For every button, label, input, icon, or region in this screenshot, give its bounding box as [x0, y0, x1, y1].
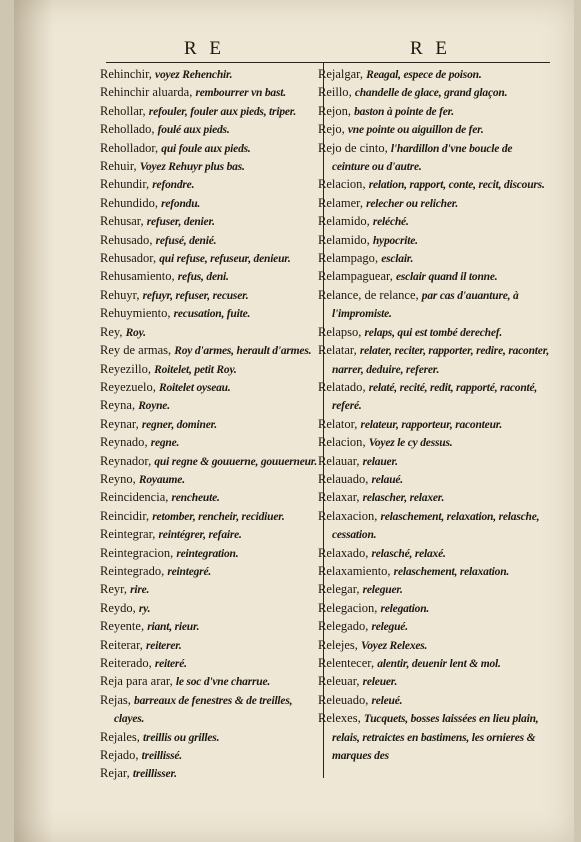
dictionary-entry [100, 232, 318, 250]
entry-definition: relaué. [371, 473, 403, 486]
entry-headword: Relexes [318, 711, 358, 726]
entry-headword: Reja para arar [100, 674, 170, 689]
entry-separator: , [119, 324, 126, 339]
entry-definition: reintégrer, refaire. [158, 529, 242, 542]
entry-headword: Relaxar [318, 490, 357, 505]
entry-headword: Relampago [318, 251, 375, 266]
entry-headword: Relaxacion [318, 508, 375, 523]
entry-separator: , [189, 85, 196, 100]
entry-separator: , [348, 85, 355, 100]
dictionary-entry [100, 673, 318, 691]
entry-headword: Rehundir [100, 177, 147, 192]
entry-definition: refuyr, refuser, recuser. [142, 289, 249, 302]
entry-headword: Rehinchir aluarda [100, 85, 190, 100]
entry-separator: , [155, 140, 162, 155]
entry-headword: Relentecer [318, 656, 371, 670]
entry-definition: refusé, denié. [155, 234, 217, 247]
entry-separator: , [347, 103, 355, 118]
entry-headword: Relator [318, 416, 355, 431]
entry-definition: ry. [138, 602, 151, 615]
entry-headword: Reiterado [100, 656, 149, 670]
dictionary-entry [318, 434, 550, 452]
dictionary-entry [100, 637, 318, 655]
dictionary-entry [100, 121, 318, 139]
entry-headword: Relapso [318, 324, 359, 339]
entry-headword: Relance, de relance [318, 287, 416, 302]
entry-separator: , [170, 545, 177, 560]
entry-separator: , [152, 379, 160, 394]
entry-definition: relation, rapport, conte, recit, discours. [368, 179, 545, 192]
entry-definition: reintegration. [176, 547, 239, 560]
dictionary-entry [318, 324, 550, 342]
entry-headword: Reyezuelo [100, 379, 153, 394]
header-right-letters: R E [410, 38, 452, 59]
dictionary-entry [100, 765, 318, 783]
entry-separator: , [132, 471, 139, 486]
dictionary-entry [318, 489, 550, 507]
entry-separator: , [169, 674, 176, 689]
header-rule [106, 62, 550, 63]
entry-headword: Relauar [318, 453, 357, 468]
entry-headword: Reyna [100, 398, 132, 413]
entry-headword: Relaxado [318, 545, 366, 560]
entry-separator: , [139, 637, 147, 652]
entry-definition: alentir, deuenir lent & mol. [377, 658, 501, 670]
dictionary-entry [100, 342, 318, 360]
entry-headword: Rey de armas [100, 343, 169, 358]
entry-headword: Relamido [318, 232, 367, 247]
entry-headword: Relampaguear [318, 269, 390, 284]
entry-definition: voyez Rehenchir. [155, 69, 233, 81]
entry-definition: releguer. [362, 584, 403, 597]
entry-definition: relaté, recité, redit, rapporté, raconté, referé. [332, 381, 538, 413]
entry-headword: Rehuir [100, 159, 134, 174]
entry-separator: , [148, 656, 155, 670]
dictionary-entry [100, 361, 318, 379]
entry-headword: Relamer [318, 195, 360, 210]
entry-separator: , [359, 67, 367, 81]
entry-definition: regner, dominer. [141, 418, 217, 431]
entry-headword: Rejas [100, 692, 128, 707]
dictionary-entry [100, 692, 318, 729]
entry-separator: , [135, 416, 142, 431]
entry-separator: , [152, 527, 159, 542]
dictionary-entry [100, 195, 318, 213]
entry-headword: Relegacion [318, 600, 375, 615]
entry-definition: barreaux de fenestres & de treilles, clayes. [114, 694, 293, 726]
entry-separator: , [365, 545, 372, 560]
entry-separator: , [152, 251, 160, 266]
entry-headword: Reyezillo [100, 361, 148, 376]
entry-separator: , [362, 435, 369, 450]
entry-definition: treillisser. [132, 768, 177, 781]
entry-headword: Releuado [318, 692, 366, 707]
entry-separator: , [389, 269, 396, 284]
dictionary-entry [318, 508, 550, 545]
entry-definition: baston à pointe de fer. [354, 105, 454, 118]
dictionary-entry [100, 581, 318, 599]
entry-definition: Tucquets, bosses laissées en lieu plain, relais, retraictes en bastimens, les ornieres & marques des [332, 713, 539, 763]
dictionary-entry [100, 747, 318, 765]
entry-separator: , [362, 177, 369, 192]
entry-headword: Relejes [318, 637, 355, 652]
dictionary-entry [100, 618, 318, 636]
entry-definition: qui regne & gouuerne, gouuerneur. [154, 455, 318, 468]
entry-separator: , [387, 563, 394, 578]
entry-definition: Reagal, espece de poison. [366, 69, 482, 81]
entry-separator: , [127, 692, 135, 707]
entry-definition: vne pointe ou aiguillon de fer. [347, 124, 484, 137]
entry-headword: Rehollar [100, 103, 143, 118]
dictionary-entry [100, 176, 318, 194]
entry-separator: , [136, 729, 144, 744]
entry-headword: Reintegracion [100, 545, 171, 560]
dictionary-entry [318, 379, 550, 416]
entry-headword: Rehollado [100, 122, 152, 137]
entry-headword: Reyr [100, 582, 124, 597]
dictionary-entry [100, 416, 318, 434]
entry-headword: Reyente [100, 619, 141, 634]
dictionary-entry [100, 489, 318, 507]
dictionary-entry [100, 655, 318, 673]
dictionary-entry [318, 66, 550, 84]
entry-separator: , [357, 711, 364, 726]
dictionary-entry [100, 66, 318, 84]
entry-separator: , [366, 232, 373, 247]
dictionary-entry [318, 195, 550, 213]
entry-headword: Rehinchir [100, 67, 149, 81]
entry-headword: Relatado [318, 379, 363, 394]
dictionary-entry [100, 305, 318, 323]
entry-definition: refuser, denier. [146, 216, 215, 229]
entry-separator: , [353, 343, 360, 358]
dictionary-entry [318, 545, 550, 563]
dictionary-entry [318, 581, 550, 599]
entry-definition: rire. [130, 584, 150, 597]
entry-definition: retomber, rencheir, recidiuer. [152, 510, 285, 523]
dictionary-entry [100, 250, 318, 268]
entry-definition: reiterer. [146, 639, 182, 652]
entry-definition: l'hardillon d'vne boucle de ceinture ou d'autre. [332, 142, 513, 174]
dictionary-entry [318, 637, 550, 655]
entry-headword: Reiterar [100, 637, 140, 652]
dictionary-entry [100, 140, 318, 158]
entry-separator: , [359, 195, 367, 210]
dictionary-entry [318, 655, 550, 673]
entry-separator: , [356, 582, 363, 597]
entry-separator: , [354, 637, 362, 652]
entry-definition: hypocrite. [372, 234, 418, 247]
entry-separator: , [171, 269, 178, 284]
entry-separator: , [151, 122, 158, 137]
entry-headword: Rejo [318, 122, 342, 137]
entry-separator: , [140, 619, 148, 634]
entry-separator: , [415, 287, 422, 302]
entry-definition: relaschement, relaxation. [393, 565, 510, 578]
dictionary-entry [100, 508, 318, 526]
entry-definition: par cas d'auanture, à l'impromiste. [332, 289, 519, 321]
entry-definition: Royaume. [138, 473, 185, 486]
dictionary-entry [100, 324, 318, 342]
entry-definition: foulé aux pieds. [157, 124, 230, 137]
dictionary-entry [318, 673, 550, 691]
dictionary-entry [318, 140, 550, 177]
dictionary-entry [100, 563, 318, 581]
entry-definition: Voyez Rehuyr plus bas. [139, 161, 245, 174]
dictionary-entry [318, 250, 550, 268]
entry-headword: Rejado [100, 748, 136, 763]
entry-separator: , [146, 177, 153, 192]
entry-separator: , [148, 67, 156, 81]
entry-definition: Roy. [125, 326, 146, 339]
entry-definition: Voyez Relexes. [361, 639, 428, 652]
dictionary-entry [318, 563, 550, 581]
entry-headword: Reillo [318, 85, 349, 100]
dictionary-entry [100, 213, 318, 231]
entry-headword: Reincidencia [100, 490, 166, 505]
entry-separator: , [358, 324, 365, 339]
entry-separator: , [341, 122, 348, 137]
right-column [318, 66, 550, 765]
entry-separator: , [154, 195, 162, 210]
entry-headword: Rejo de cinto [318, 140, 385, 155]
dictionary-entry [318, 213, 550, 231]
entry-definition: relascher, relaxer. [362, 492, 445, 505]
entry-definition: riant, rieur. [147, 621, 200, 634]
entry-headword: Relegar [318, 582, 357, 597]
entry-definition: reintegré. [167, 565, 212, 578]
entry-separator: , [374, 251, 382, 266]
entry-definition: reléché. [372, 216, 409, 229]
dictionary-entry [318, 121, 550, 139]
entry-separator: , [132, 600, 139, 615]
entry-headword: Releuar [318, 674, 357, 689]
entry-separator: , [133, 159, 140, 174]
entry-separator: , [370, 656, 378, 670]
dictionary-entry [318, 453, 550, 471]
entry-headword: Rejales [100, 729, 137, 744]
entry-headword: Reintegrar [100, 527, 153, 542]
entry-separator: , [131, 398, 139, 413]
dictionary-entry [318, 600, 550, 618]
entry-separator: , [146, 508, 153, 523]
dictionary-entry [100, 268, 318, 286]
entry-headword: Reintegrado [100, 563, 162, 578]
entry-headword: Reydo [100, 600, 133, 615]
entry-separator: , [362, 379, 369, 394]
header-left-letters: R E [184, 38, 226, 59]
entry-headword: Rejon [318, 103, 348, 118]
entry-headword: Rehusado [100, 232, 150, 247]
entry-headword: Relamido [318, 214, 367, 229]
entry-separator: , [140, 214, 147, 229]
entry-headword: Rejalgar [318, 67, 360, 81]
entry-headword: Reincidir [100, 508, 147, 523]
entry-separator: , [147, 361, 155, 376]
entry-definition: Royne. [138, 400, 170, 413]
entry-headword: Reynar [100, 416, 136, 431]
entry-headword: Rehundido [100, 195, 155, 210]
entry-definition: treillissé. [141, 750, 182, 763]
dictionary-page [14, 0, 574, 842]
dictionary-entry [318, 232, 550, 250]
dictionary-entry [318, 287, 550, 324]
entry-definition: relecher ou relicher. [366, 197, 459, 210]
dictionary-entry [100, 526, 318, 544]
entry-separator: , [167, 306, 174, 321]
entry-separator: , [365, 471, 372, 486]
dictionary-entry [100, 379, 318, 397]
entry-separator: , [142, 103, 149, 118]
dictionary-entry [318, 692, 550, 710]
entry-definition: relater, reciter, rapporter, redire, raconter, narrer, deduire, referer. [332, 345, 550, 376]
dictionary-entry [100, 158, 318, 176]
entry-separator: , [149, 232, 156, 247]
entry-definition: treillis ou grilles. [143, 731, 220, 744]
entry-definition: esclair quand il tonne. [395, 271, 498, 284]
dictionary-entry [318, 84, 550, 102]
dictionary-entry [100, 729, 318, 747]
entry-definition: rembourrer vn bast. [195, 87, 286, 100]
dictionary-entry [318, 416, 550, 434]
entry-headword: Relaxamiento [318, 563, 388, 578]
entry-separator: , [148, 453, 155, 468]
entry-headword: Rey [100, 324, 120, 339]
entry-headword: Relegado [318, 619, 366, 634]
entry-headword: Relauado [318, 471, 366, 486]
entry-separator: , [354, 416, 361, 431]
dictionary-entry [100, 287, 318, 305]
entry-headword: Rejar [100, 766, 127, 781]
entry-definition: qui foule aux pieds. [161, 142, 251, 155]
entry-headword: Rehuymiento [100, 306, 168, 321]
running-header [14, 38, 574, 62]
entry-separator: , [366, 214, 373, 229]
dictionary-entry [100, 84, 318, 102]
dictionary-entry [100, 434, 318, 452]
entry-definition: rencheute. [171, 492, 220, 505]
entry-separator: , [168, 343, 175, 358]
entry-headword: Rehuyr [100, 287, 137, 302]
entry-definition: relateur, rapporteur, raconteur. [360, 418, 503, 431]
entry-definition: reiteré. [154, 658, 187, 670]
dictionary-entry [318, 176, 550, 194]
dictionary-entry [318, 268, 550, 286]
entry-definition: recusation, fuite. [173, 308, 251, 321]
dictionary-entry [318, 471, 550, 489]
entry-definition: chandelle de glace, grand glaçon. [354, 87, 508, 100]
entry-definition: Roitelet oyseau. [159, 381, 231, 394]
entry-separator: , [365, 619, 372, 634]
entry-separator: , [356, 674, 363, 689]
entry-headword: Relatar [318, 343, 354, 358]
entry-separator: , [165, 490, 172, 505]
entry-headword: Rehusar [100, 214, 141, 229]
entry-separator: , [144, 435, 151, 450]
entry-definition: relauer. [362, 455, 398, 468]
entry-definition: qui refuse, refuseur, denieur. [159, 253, 291, 266]
dictionary-entry [100, 453, 318, 471]
entry-separator: , [136, 287, 143, 302]
entry-headword: Rehusador [100, 251, 153, 266]
dictionary-entry [100, 103, 318, 121]
entry-definition: relaps, qui est tombé derechef. [364, 326, 503, 339]
entry-definition: esclair. [381, 253, 414, 266]
entry-separator: , [161, 563, 168, 578]
entry-definition: refondre. [152, 179, 195, 192]
entry-headword: Reynador [100, 453, 149, 468]
entry-separator: , [356, 453, 363, 468]
entry-separator: , [126, 766, 133, 781]
entry-separator: , [135, 748, 142, 763]
entry-headword: Relacion [318, 177, 363, 192]
entry-definition: refus, deni. [177, 271, 229, 284]
entry-definition: relaschement, relaxation, relasche, cessation. [332, 510, 540, 542]
entry-headword: Rehusamiento [100, 269, 172, 284]
entry-headword: Rehollador [100, 140, 156, 155]
entry-definition: Roitelet, petit Roy. [154, 363, 237, 376]
entry-definition: relegué. [371, 621, 408, 634]
entry-separator: , [365, 692, 372, 707]
entry-separator: , [384, 140, 391, 155]
dictionary-entry [100, 600, 318, 618]
entry-definition: relasché, relaxé. [371, 547, 446, 560]
dictionary-entry [318, 710, 550, 765]
entry-headword: Relacion [318, 435, 363, 450]
entry-definition: regne. [150, 437, 180, 450]
dictionary-entry [100, 545, 318, 563]
entry-headword: Reyno [100, 471, 133, 486]
entry-separator: , [374, 600, 381, 615]
entry-definition: refondu. [161, 197, 201, 210]
dictionary-entry [318, 342, 550, 379]
entry-definition: Roy d'armes, herault d'armes. [174, 345, 312, 358]
dictionary-entry [318, 618, 550, 636]
entry-definition: releué. [371, 694, 403, 707]
entry-separator: , [356, 490, 363, 505]
entry-definition: refouler, fouler aux pieds, triper. [148, 105, 297, 118]
entry-definition: relegation. [380, 602, 430, 615]
entry-separator: , [374, 508, 381, 523]
entry-separator: , [123, 582, 131, 597]
dictionary-entry [318, 103, 550, 121]
entry-definition: releuer. [362, 676, 398, 689]
dictionary-entry [100, 471, 318, 489]
entry-headword: Reynado [100, 435, 145, 450]
left-column [100, 66, 318, 784]
entry-definition: Voyez le cy dessus. [368, 437, 453, 450]
entry-definition: le soc d'vne charrue. [175, 676, 271, 689]
dictionary-entry [100, 397, 318, 415]
